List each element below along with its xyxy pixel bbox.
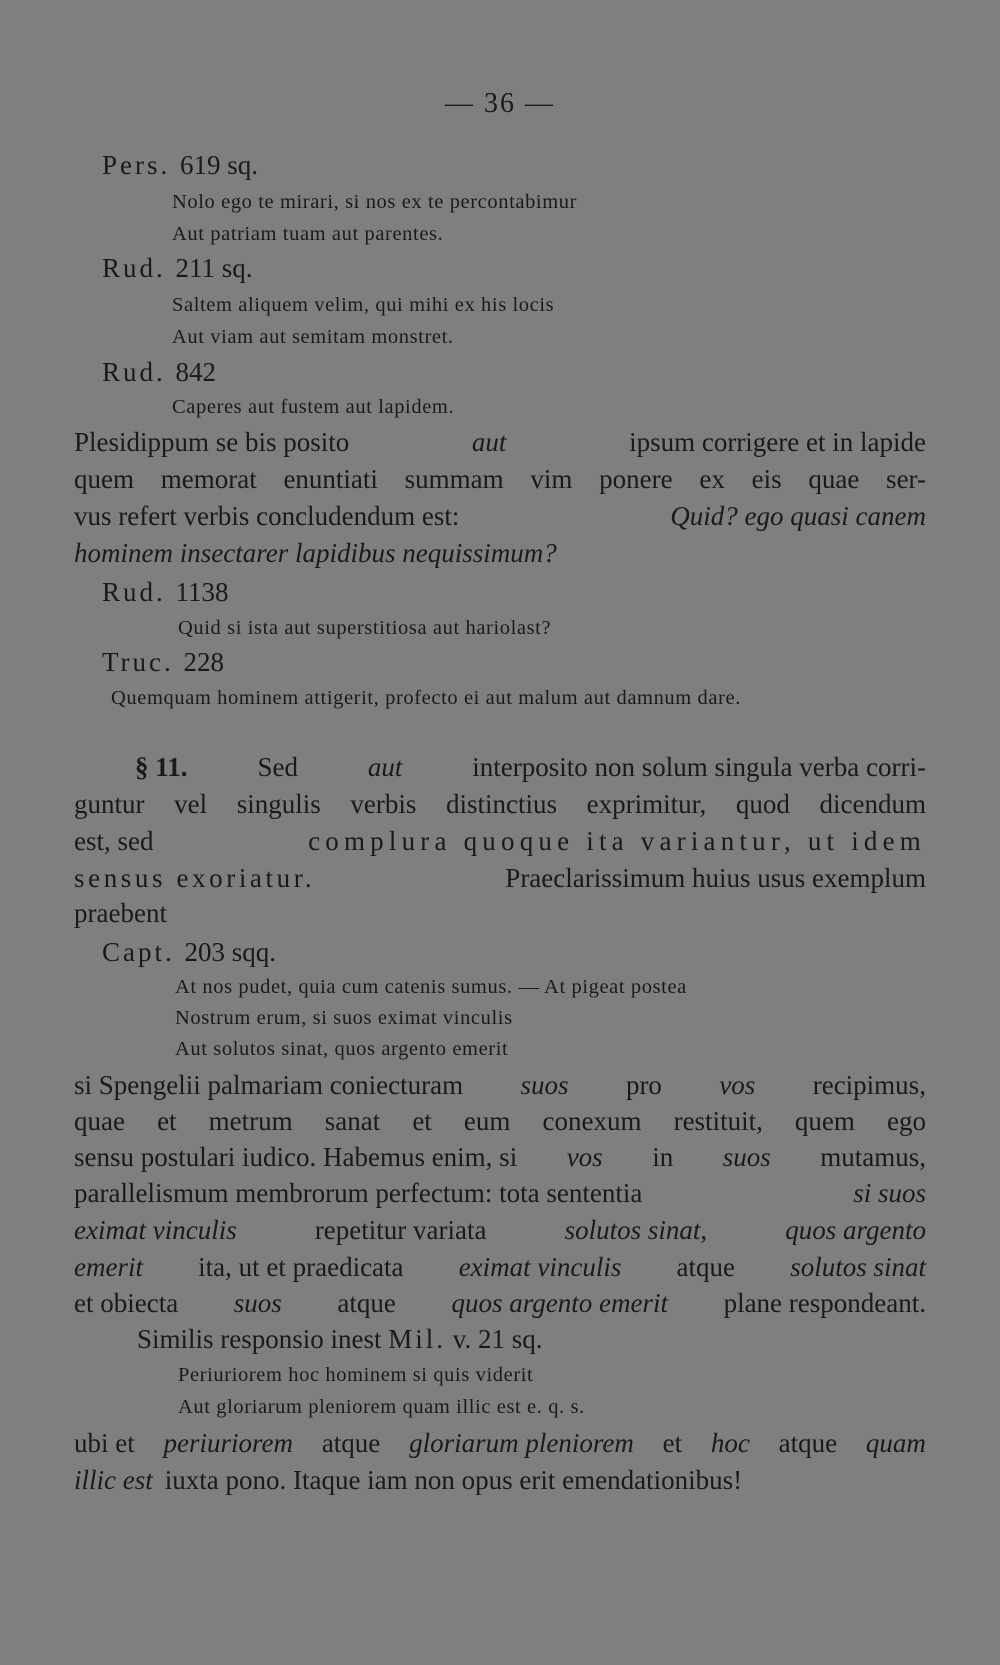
page-number: — 36 —: [445, 88, 555, 119]
text-run: in: [652, 1142, 674, 1172]
text-run-italic: hominem insectarer lapidibus nequissimum?: [74, 538, 557, 568]
text-run-italic: gloriarum pleniorem: [409, 1428, 634, 1458]
quote-line: Nolo ego te mirari, si nos ex te percontabimur: [172, 191, 578, 213]
body-line: [74, 1142, 926, 1173]
text-run: Similis responsio inest: [137, 1324, 382, 1354]
reference-mil: [137, 1324, 543, 1355]
text-run-italic: quam: [865, 1428, 926, 1458]
ref-play: Pers.: [102, 150, 171, 180]
ref-verse: 619 sq.: [180, 150, 259, 180]
ref-verse: 211 sq.: [175, 253, 253, 283]
text-run: pro: [625, 1070, 662, 1100]
body-line: praebent: [74, 898, 167, 928]
body-line: [135, 752, 926, 783]
text-run: ita, ut et praedicata: [198, 1252, 404, 1282]
text-run-italic: eximat vinculis: [74, 1215, 237, 1245]
text-run: mutamus,: [820, 1142, 926, 1172]
text-run-italic: hoc: [710, 1428, 750, 1458]
text-run: recipimus,: [812, 1070, 926, 1100]
text-run: interposito non solum singula verba corri-: [472, 752, 926, 782]
body-line: [74, 1070, 926, 1101]
quote-line: Aut patriam tuam aut parentes.: [172, 223, 444, 245]
text-run-italic: aut: [471, 427, 507, 457]
ref-verse: 228: [183, 647, 225, 677]
reference-rud: [102, 253, 253, 284]
ref-play: Truc.: [102, 647, 174, 677]
body-line: quem memorat enuntiati summam vim ponere ex eis quae ser-: [74, 464, 926, 494]
reference-rud: [102, 577, 229, 608]
text-run: Praeclarissimum huius usus exemplum: [505, 863, 926, 893]
text-run-italic: aut: [367, 752, 403, 782]
text-run: iuxta pono. Itaque iam non opus erit emendationibus!: [164, 1465, 743, 1495]
quote-line: Periuriorem hoc hominem si quis viderit: [178, 1364, 534, 1386]
body-line: [74, 826, 926, 857]
body-line: [74, 1252, 926, 1283]
quote-line: Aut solutos sinat, quos argento emerit: [175, 1038, 509, 1060]
text-run-italic: quos argento emerit: [451, 1288, 668, 1318]
text-run: atque: [337, 1288, 396, 1318]
text-run-italic: suos: [233, 1288, 282, 1318]
text-run: ubi et: [74, 1428, 135, 1458]
text-run: sensu postulari iudico. Habemus enim, si: [74, 1142, 518, 1172]
quote-line: Quemquam hominem attigerit, profecto ei aut malum aut damnum dare.: [111, 687, 741, 709]
ref-play: Rud.: [102, 577, 166, 607]
text-run-italic: suos: [722, 1142, 771, 1172]
ref-verse: 203 sqq.: [184, 937, 277, 967]
body-line: guntur vel singulis verbis distinctius exprimitur, quod dicendum: [74, 789, 926, 819]
body-line: [74, 538, 557, 569]
body-line: [74, 1178, 926, 1209]
text-run-italic: vos: [719, 1070, 756, 1100]
text-run-spaced: sensus exoriatur.: [74, 863, 316, 893]
body-line: [74, 863, 926, 894]
text-run-italic: vos: [566, 1142, 603, 1172]
text-run-italic: emerit: [74, 1252, 143, 1282]
quote-line: At nos pudet, quia cum catenis sumus. — At pigeat postea: [175, 976, 687, 998]
quote-line: Saltem aliquem velim, qui mihi ex his locis: [172, 294, 555, 316]
text-run-italic: suos: [520, 1070, 569, 1100]
text-run: plane respondeant.: [723, 1288, 926, 1318]
text-run-italic: illic est: [74, 1465, 153, 1495]
ref-play: Rud.: [102, 253, 166, 283]
text-run: atque: [778, 1428, 838, 1458]
text-run: repetitur variata: [314, 1215, 487, 1245]
text-run: et: [662, 1428, 683, 1458]
text-run-italic: solutos sinat: [790, 1252, 926, 1282]
text-run: parallelismum membrorum perfectum: tota sententia: [74, 1178, 643, 1208]
text-run-italic: quos argento: [785, 1215, 926, 1245]
reference-capt: [102, 937, 276, 968]
quote-line: Nostrum erum, si suos eximat vinculis: [175, 1007, 513, 1029]
text-run: est, sed: [74, 826, 154, 856]
text-run-italic: periuriorem: [163, 1428, 294, 1458]
body-line: [74, 501, 926, 532]
quote-line: Quid si ista aut superstitiosa aut hariolast?: [178, 617, 552, 639]
reference-rud: [102, 357, 216, 388]
text-run: si Spengelii palmariam coniecturam: [74, 1070, 464, 1100]
text-run: Plesidippum se bis posito: [74, 427, 350, 457]
body-line: [74, 1215, 926, 1246]
text-run: atque: [321, 1428, 381, 1458]
text-run-italic: eximat vinculis: [458, 1252, 622, 1282]
text-run: Sed: [257, 752, 298, 782]
body-line: [74, 1288, 926, 1319]
text-run: vus refert verbis concludendum est:: [74, 501, 460, 531]
ref-play: Rud.: [102, 357, 166, 387]
body-line: [74, 427, 926, 458]
quote-line: Aut gloriarum pleniorem quam illic est e. q. s.: [178, 1396, 585, 1418]
text-run-italic: si suos: [853, 1178, 926, 1208]
text-run: ipsum corrigere et in lapide: [629, 427, 926, 457]
section-mark: § 11.: [135, 752, 188, 782]
text-run-italic: Quid? ego quasi canem: [670, 501, 926, 531]
ref-verse: 1138: [175, 577, 229, 607]
reference-truc: [102, 647, 224, 678]
text-run-spaced: complura quoque ita variantur, ut idem: [308, 826, 926, 856]
body-line: [74, 1428, 926, 1459]
body-line: [74, 1465, 926, 1496]
ref-play: Capt.: [102, 937, 175, 967]
quote-line: Caperes aut fustem aut lapidem.: [172, 396, 455, 418]
ref-play: Mil.: [388, 1324, 447, 1354]
body-line: quae et metrum sanat et eum conexum restituit, quem ego: [74, 1106, 926, 1136]
text-run-italic: solutos sinat,: [564, 1215, 708, 1245]
text-run: et obiecta: [74, 1288, 179, 1318]
text-run: atque: [676, 1252, 736, 1282]
quote-line: Aut viam aut semitam monstret.: [172, 326, 454, 348]
reference-pers: [102, 150, 258, 181]
ref-verse: 842: [175, 357, 217, 387]
ref-verse: v. 21 sq.: [452, 1324, 543, 1354]
